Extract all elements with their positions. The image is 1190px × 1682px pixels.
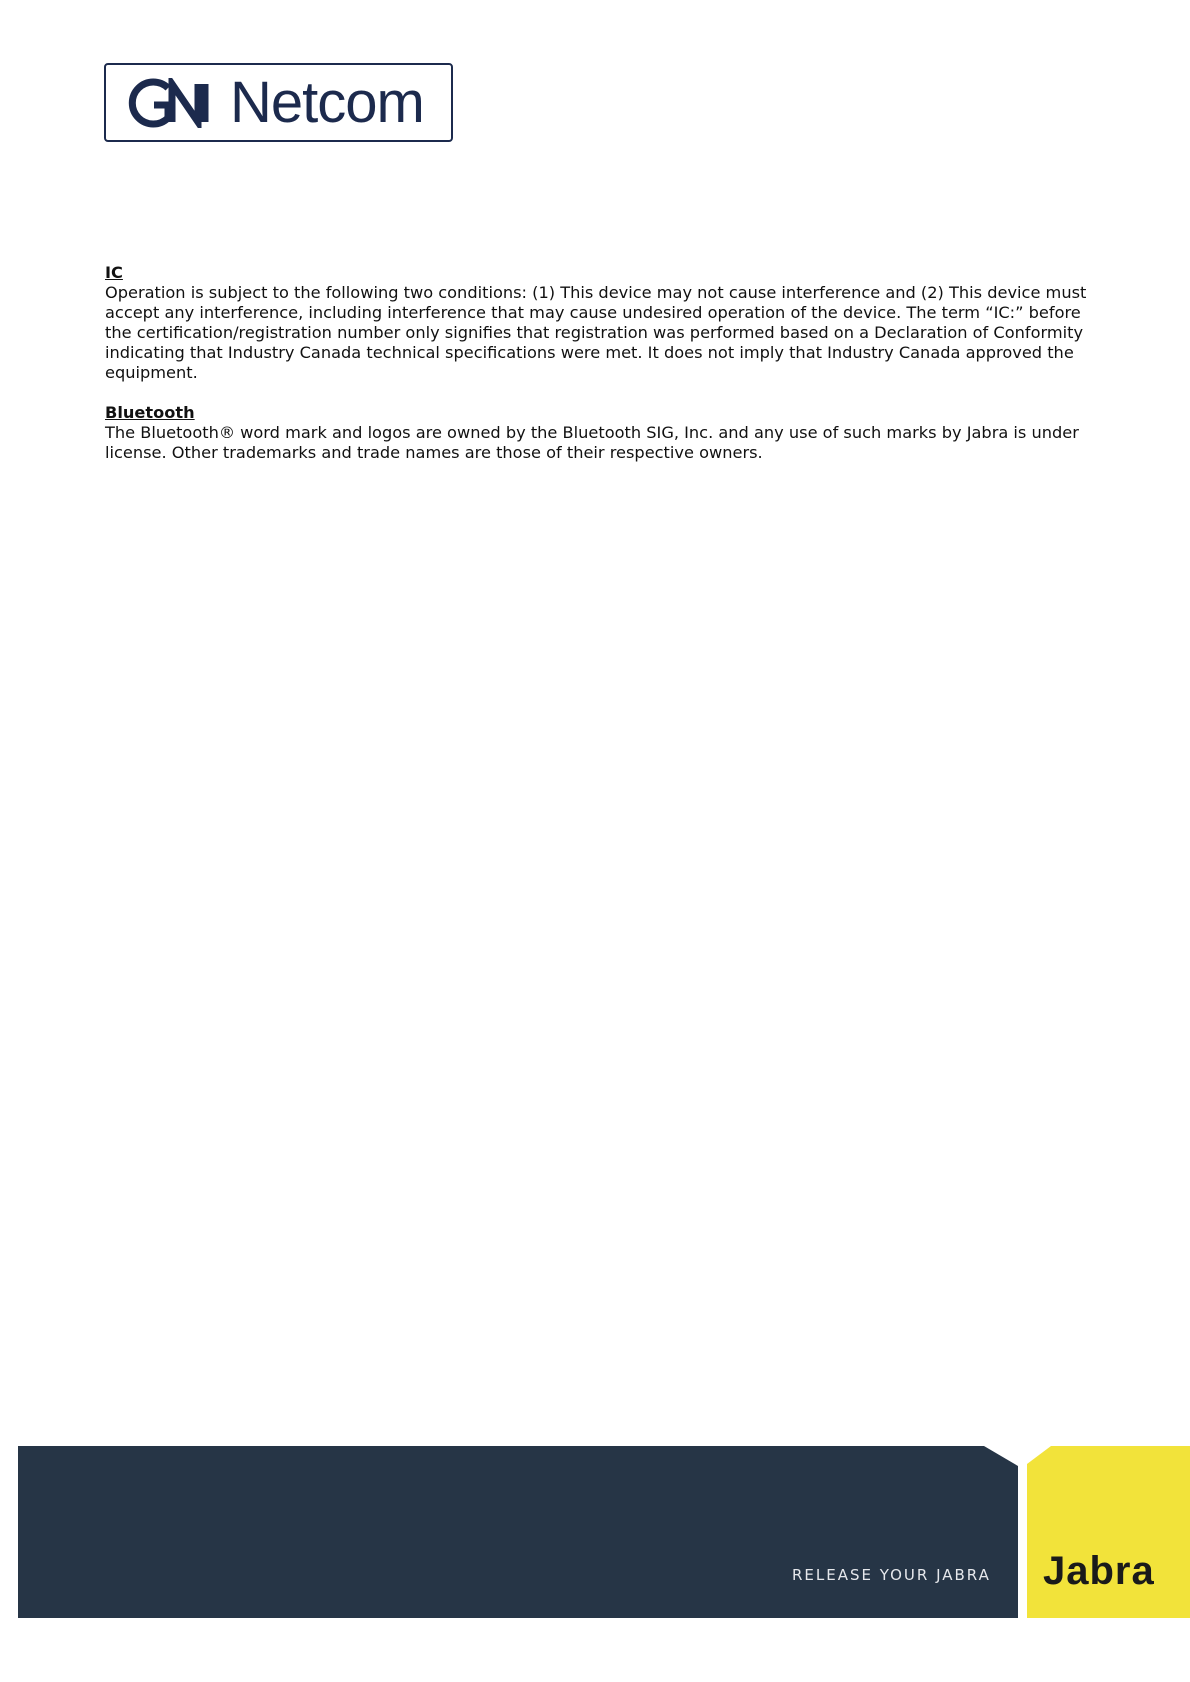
logo-wordmark: Netcom: [230, 69, 424, 135]
section-text-bluetooth: The Bluetooth® word mark and logos are owned by the Bluetooth SIG, Inc. and any use of such marks by Jabra is under license. Other trademarks and trade names are those of their respective owners.: [105, 423, 1079, 462]
document-body: [105, 263, 1095, 463]
section-heading-ic: IC: [105, 263, 123, 282]
section-text-ic: Operation is subject to the following two conditions: (1) This device may not cause interference and (2) This device must accept any interference, including interference that may cause undesired operation of the device. The term “IC:” before the certification/registration number only signifies that registration was performed based on a Declaration of Conformity indicating that Industry Canada technical specifications were met. It does not imply that Industry Canada approved the equipment.: [105, 283, 1087, 382]
footer-band: [18, 1446, 1018, 1618]
gn-netcom-logo: [104, 63, 453, 142]
section-heading-bluetooth: Bluetooth: [105, 403, 195, 422]
gn-monogram-icon: [126, 78, 218, 128]
footer-tagline: RELEASE YOUR JABRA: [792, 1566, 991, 1584]
jabra-wordmark: Jabra: [1043, 1549, 1155, 1593]
section-spacer: [105, 383, 1095, 403]
